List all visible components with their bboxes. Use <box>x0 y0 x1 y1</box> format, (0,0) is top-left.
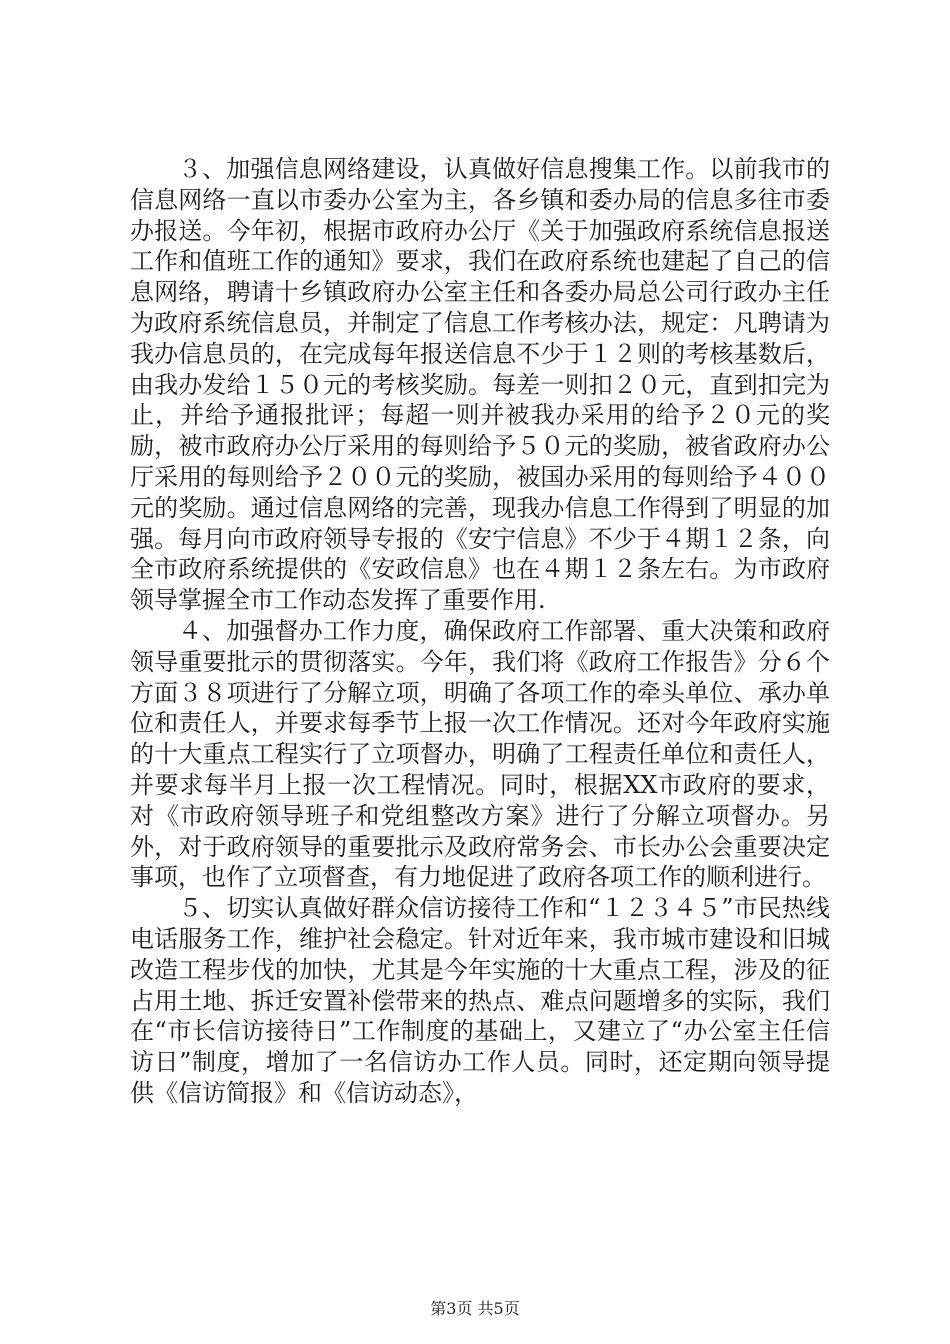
page-number-footer: 第3页 共5页 <box>430 1299 520 1318</box>
paragraph-section-4: ４、加强督办工作力度，确保政府工作部署、重大决策和政府领导重要批示的贯彻落实。今年，我们将《政府工作报告》分６个方面３８项进行了分解立项，明确了各项工作的牵头单位、承办单位和责任人，并要求每季节上报一次工作情况。还对今年政府实施的十大重点工程实行了立项督办，明确了工程责任单位和责任人，并要求每半月上报一次工程情况。同时，根据XX市政府的要求，对《市政府领导班子和党组整改方案》进行了分解立项督办。另外，对于政府领导的重要批示及政府常务会、市长办公会重要决定事项，也作了立项督查，有力地促进了政府各项工作的顺利进行。 <box>130 616 830 892</box>
document-body <box>130 154 830 1109</box>
paragraph-section-5: ５、切实认真做好群众信访接待工作和“１２３４５”市民热线电话服务工作，维护社会稳定。针对近年来，我市城市建设和旧城改造工程步伐的加快，尤其是今年实施的十大重点工程，涉及的征占用土地、拆迁安置补偿带来的热点、难点问题增多的实际，我们在“市长信访接待日”工作制度的基础上，又建立了“办公室主任信访日”制度，增加了一名信访办工作人员。同时，还定期向领导提供《信访简报》和《信访动态》， <box>130 894 830 1107</box>
paragraph-section-3: ３、加强信息网络建设，认真做好信息搜集工作。以前我市的信息网络一直以市委办公室为主，各乡镇和委办局的信息多往市委办报送。今年初，根据市政府办公厅《关于加强政府系统信息报送工作和值班工作的通知》要求，我们在政府系统也建起了自己的信息网络，聘请十乡镇政府办公室主任和各委办局总公司行政办主任为政府系统信息员，并制定了信息工作考核办法，规定：凡聘请为我办信息员的，在完成每年报送信息不少于１２则的考核基数后，由我办发给１５０元的考核奖励。每差一则扣２０元，直到扣完为止，并给予通报批评；每超一则并被我办采用的给予２０元的奖励，被市政府办公厅采用的每则给予５０元的奖励，被省政府办公厅采用的每则给予２００元的奖励，被国办采用的每则给予４００元的奖励。通过信息网络的完善，现我办信息工作得到了明显的加强。每月向市政府领导专报的《安宁信息》不少于４期１２条，向全市政府系统提供的《安政信息》也在４期１２条左右。为市政府领导掌握全市工作动态发挥了重要作用. <box>130 155 830 615</box>
